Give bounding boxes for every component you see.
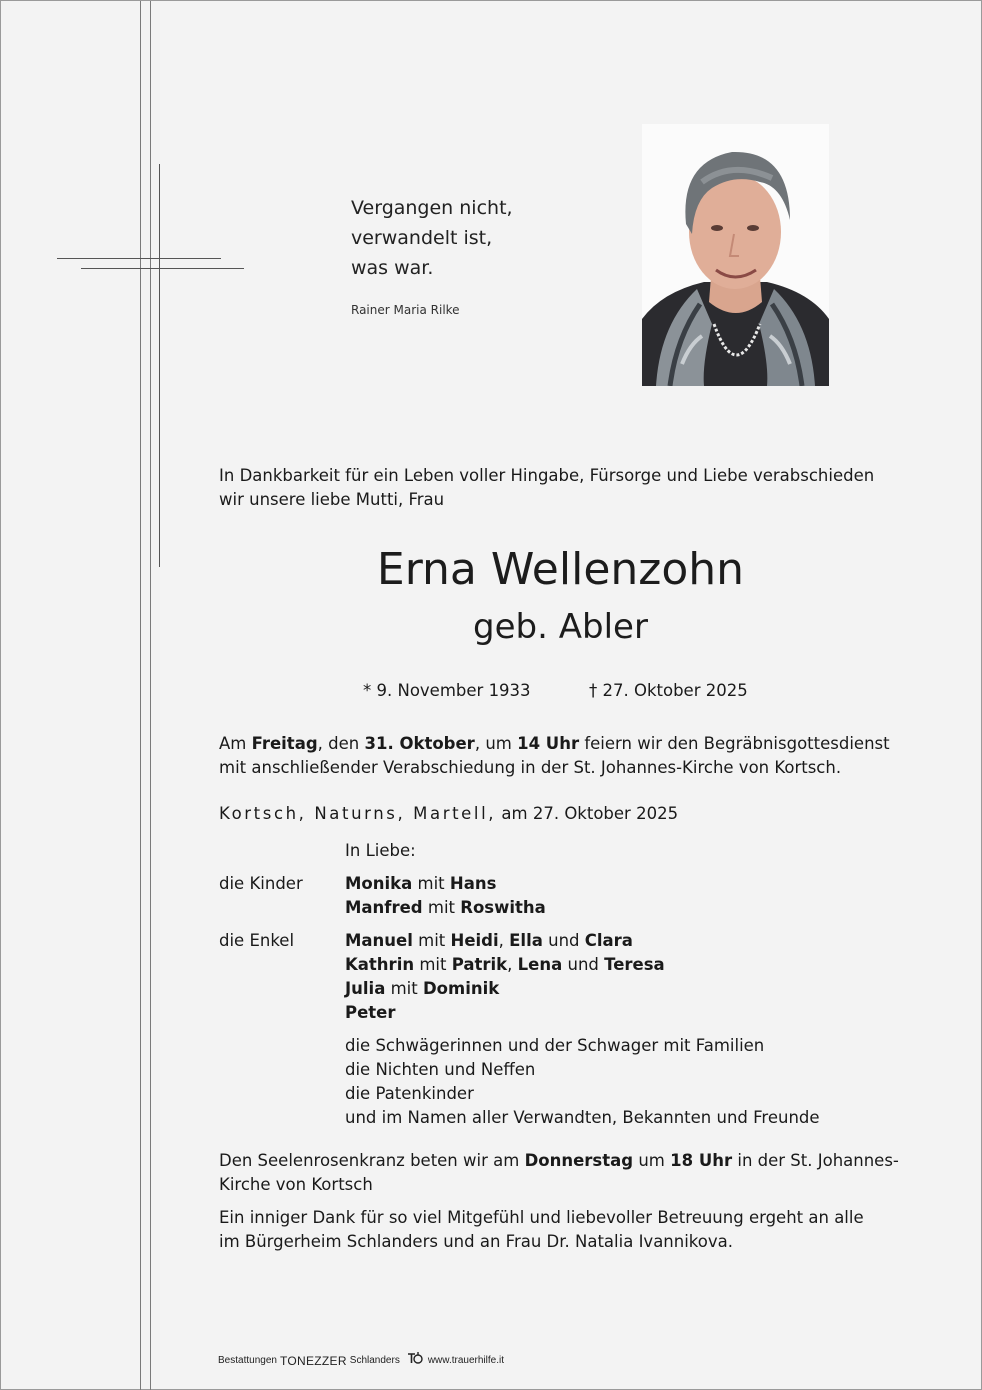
text-fragment: mit [412,931,451,950]
cross-icon-bar-lower [81,268,244,269]
mourner-name: Clara [584,931,633,950]
text-fragment: mit [412,874,450,893]
funeral-line [219,732,890,756]
mourner-name: Ella [509,931,543,950]
list-item [345,872,496,896]
mourner-name: Kathrin [345,955,415,974]
text-fragment: mit [385,979,423,998]
quote-line: verwandelt ist, [351,227,493,249]
funeral-date: 31. Oktober [364,734,475,753]
rosary-line [219,1149,899,1173]
portrait-photo [642,124,829,386]
list-item [345,896,546,920]
text-fragment: , [498,931,510,950]
mourner-name: Peter [345,1003,396,1022]
mourners-label-kinder: die Kinder [219,874,303,893]
text-fragment: feiern wir den Begräbnisgottesdienst [579,734,890,753]
funeral-day: Freitag [251,734,318,753]
rosary-line: Kirche von Kortsch [219,1175,373,1194]
mourner-name: Teresa [604,955,665,974]
footer-brand: TONEZZER [279,1353,347,1368]
mourner-name: Julia [345,979,386,998]
mourners-label-enkel: die Enkel [219,931,295,950]
text-fragment: , [507,955,518,974]
footer [218,1351,504,1370]
places: Kortsch, Naturns, Martell, [219,804,497,823]
place-date: am 27. Oktober 2025 [496,804,679,823]
border-line-left [140,1,141,1390]
text-fragment: und [542,931,585,950]
birth-date: * 9. November 1933 [363,681,531,700]
border-line-right [150,1,151,1390]
list-item: die Schwägerinnen und der Schwager mit Familien [345,1036,765,1055]
text-fragment: Am [219,734,252,753]
text-fragment: und [562,955,605,974]
text-fragment: um [633,1151,671,1170]
list-item: und im Namen aller Verwandten, Bekannten und Freunde [345,1108,820,1127]
text-fragment: Den Seelenrosenkranz beten wir am [219,1151,525,1170]
mourner-name: Patrik [451,955,508,974]
text-fragment: mit [422,898,461,917]
footer-town: Schlanders [349,1354,400,1366]
mourners-heading: In Liebe: [345,841,416,860]
list-item: die Nichten und Neffen [345,1060,536,1079]
death-date: † 27. Oktober 2025 [589,681,748,700]
mourner-name: Monika [345,874,413,893]
text-fragment: , um [474,734,518,753]
deceased-birth-name: geb. Abler [473,607,648,647]
rosary-day: Donnerstag [524,1151,634,1170]
cross-icon-bar-upper [57,258,221,259]
cross-icon-vertical [159,164,160,567]
quote [351,193,513,283]
funeral-info [219,732,890,780]
footer-prefix: Bestattungen [218,1354,277,1366]
funeral-line: mit anschließender Verabschiedung in der St. Johannes-Kirche von Kortsch. [219,758,842,777]
intro-text [219,464,874,512]
deceased-name: Erna Wellenzohn [376,544,745,595]
intro-line: In Dankbarkeit für ein Leben voller Hingabe, Fürsorge und Liebe verabschieden [219,466,875,485]
text-fragment: in der St. Johannes- [732,1151,899,1170]
trauerhilfe-logo-icon [406,1351,424,1370]
thanks-text [219,1206,864,1254]
list-item [345,953,665,977]
mourner-name: Lena [517,955,563,974]
text-fragment: , den [317,734,365,753]
list-item [345,1001,396,1025]
thanks-line: im Bürgerheim Schlanders und an Frau Dr. Natalia Ivannikova. [219,1232,733,1251]
thanks-line: Ein inniger Dank für so viel Mitgefühl und liebevoller Betreuung ergeht an alle [219,1208,864,1227]
quote-author: Rainer Maria Rilke [351,303,460,317]
list-item: die Patenkinder [345,1084,474,1103]
list-item [345,977,499,1001]
quote-line: was war. [351,257,434,279]
rosary-time: 18 Uhr [670,1151,733,1170]
mourner-name: Heidi [450,931,499,950]
funeral-time: 14 Uhr [517,734,580,753]
quote-line: Vergangen nicht, [351,197,513,219]
mourner-name: Manfred [345,898,423,917]
place-and-date [219,802,678,826]
intro-line: wir unsere liebe Mutti, Frau [219,490,445,509]
mourner-name: Roswitha [460,898,546,917]
mourner-name: Manuel [345,931,413,950]
list-item [345,929,633,953]
text-fragment: mit [414,955,452,974]
mourner-name: Dominik [422,979,500,998]
mourner-name: Hans [449,874,497,893]
rosary-info [219,1149,899,1197]
footer-url[interactable]: www.trauerhilfe.it [427,1354,504,1366]
